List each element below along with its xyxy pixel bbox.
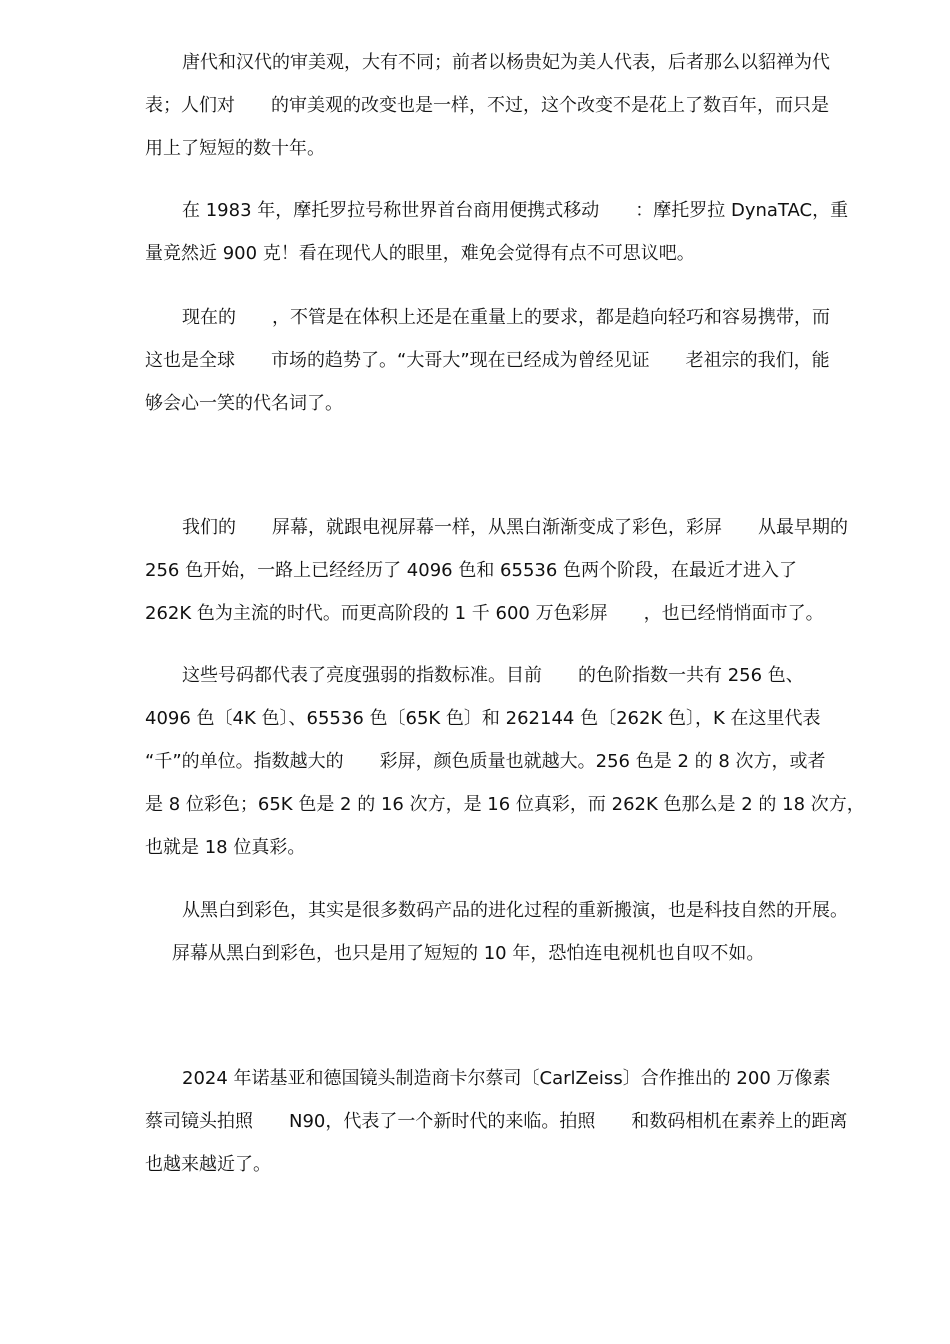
paragraph-5-line-2: 4096 色〔4K 色〕、65536 色〔65K 色〕和 262144 色〔262K 色〕，K 在这里代表 [145, 708, 821, 729]
paragraph-7-line-3: 也越来越近了。 [145, 1154, 271, 1175]
paragraph-1-line-2: 表；人们对 的审美观的改变也是一样，不过，这个改变不是花上了数百年，而只是 [145, 95, 829, 116]
paragraph-7-line-2: 蔡司镜头拍照 N90，代表了一个新时代的来临。拍照 和数码相机在素养上的距离 [145, 1111, 848, 1132]
paragraph-5-line-4: 是 8 位彩色；65K 色是 2 的 16 次方，是 16 位真彩，而 262K 色那么是 2 的 18 次方， [145, 794, 865, 815]
paragraph-1-line-1: 唐代和汉代的审美观，大有不同；前者以杨贵妃为美人代表，后者那么以貂禅为代 [182, 52, 830, 73]
paragraph-4-line-1: 我们的 屏幕，就跟电视屏幕一样，从黑白渐渐变成了彩色，彩屏 从最早期的 [182, 517, 848, 538]
paragraph-5-line-1: 这些号码都代表了亮度强弱的指数标准。目前 的色阶指数一共有 256 色、 [182, 665, 804, 686]
paragraph-2-line-2: 量竟然近 900 克！看在现代人的眼里，难免会觉得有点不可思议吧。 [145, 243, 695, 264]
paragraph-2-line-1: 在 1983 年，摩托罗拉号称世界首台商用便携式移动 ：摩托罗拉 DynaTAC，重 [182, 200, 849, 221]
paragraph-6-line-2: 屏幕从黑白到彩色，也只是用了短短的 10 年，恐怕连电视机也自叹不如。 [172, 943, 765, 964]
paragraph-1-line-3: 用上了短短的数十年。 [145, 138, 325, 159]
paragraph-6-line-1: 从黑白到彩色，其实是很多数码产品的进化过程的重新搬演，也是科技自然的开展。 [182, 900, 848, 921]
paragraph-7-line-1: 2024 年诺基亚和德国镜头制造商卡尔蔡司〔CarlZeiss〕合作推出的 200 万像素 [182, 1068, 831, 1089]
paragraph-3-line-3: 够会心一笑的代名词了。 [145, 393, 343, 414]
paragraph-3-line-2: 这也是全球 市场的趋势了。“大哥大”现在已经成为曾经见证 老祖宗的我们，能 [145, 350, 830, 371]
paragraph-3-line-1: 现在的 ，不管是在体积上还是在重量上的要求，都是趋向轻巧和容易携带，而 [182, 307, 830, 328]
paragraph-4-line-2: 256 色开始，一路上已经经历了 4096 色和 65536 色两个阶段，在最近才进入了 [145, 560, 798, 581]
paragraph-5-line-3: “千”的单位。指数越大的 彩屏，颜色质量也就越大。256 色是 2 的 8 次方，或者 [145, 751, 826, 772]
paragraph-5-line-5: 也就是 18 位真彩。 [145, 837, 306, 858]
paragraph-4-line-3: 262K 色为主流的时代。而更高阶段的 1 千 600 万色彩屏 ，也已经悄悄面市了。 [145, 603, 824, 624]
